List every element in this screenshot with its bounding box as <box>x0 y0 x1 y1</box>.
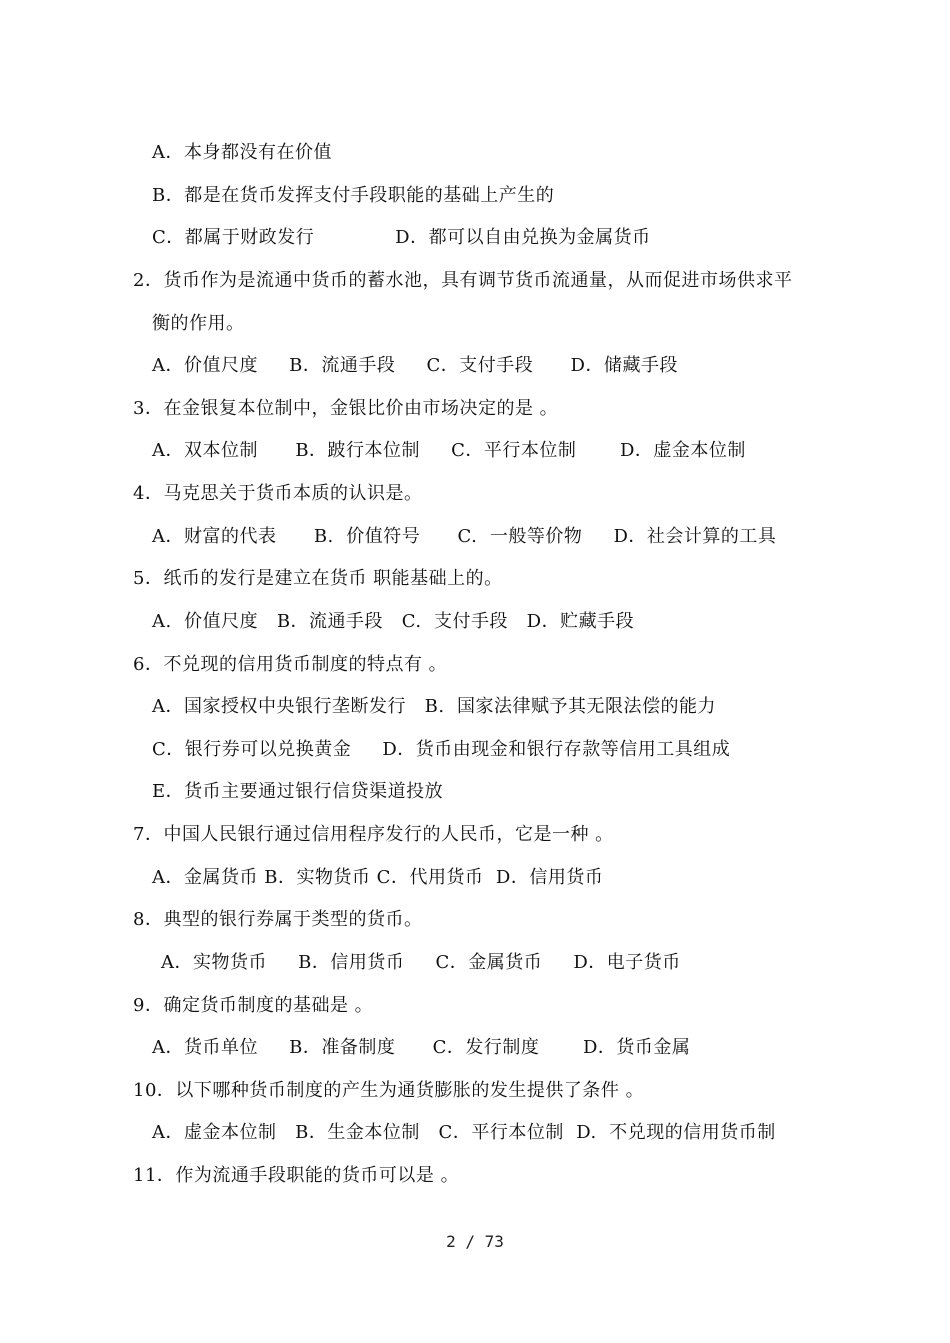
page-number: 2 / 73 <box>446 1232 504 1251</box>
option-line: A．货币单位 B．准备制度 C．发行制度 D．货币金属 <box>152 1037 691 1058</box>
option-line: A．财富的代表 B. 价值符号 C. 一般等价物 D．社会计算的工具 <box>152 526 777 547</box>
option-line: A．虚金本位制 B．生金本位制 C．平行本位制 D. 不兑现的信用货币制 <box>152 1122 776 1143</box>
question-line: 9．确定货币制度的基础是 。 <box>133 995 374 1016</box>
question-line: 8．典型的银行券属于类型的货币。 <box>133 909 423 930</box>
question-line: 7．中国人民银行通过信用程序发行的人民币，它是一种 。 <box>133 824 614 845</box>
question-line: 11．作为流通手段职能的货币可以是 。 <box>133 1165 460 1186</box>
option-line: C．都属于财政发行 D．都可以自由兑换为金属货币 <box>152 227 651 248</box>
question-continuation: 衡的作用。 <box>152 313 245 334</box>
question-line: 5．纸币的发行是建立在货币 职能基础上的。 <box>133 568 503 589</box>
question-line: 3．在金银复本位制中，金银比价由市场决定的是 。 <box>133 398 559 419</box>
option-line: A．实物货币 B．信用货币 C．金属货币 D．电子货币 <box>161 952 681 973</box>
option-line: A．价值尺度 B．流通手段 C．支付手段 D．储藏手段 <box>152 355 678 376</box>
question-line: 6．不兑现的信用货币制度的特点有 。 <box>133 654 448 675</box>
question-line: 10．以下哪种货币制度的产生为通货膨胀的发生提供了条件 。 <box>133 1080 645 1101</box>
option-line: A．国家授权中央银行垄断发行 B. 国家法律赋予其无限法偿的能力 <box>152 696 717 717</box>
option-line: B．都是在货币发挥支付手段职能的基础上产生的 <box>152 185 555 206</box>
option-line: A．本身都没有在价值 <box>152 142 332 163</box>
option-line: A．双本位制 B．跛行本位制 C．平行本位制 D．虚金本位制 <box>152 440 746 461</box>
option-line: E．货币主要通过银行信贷渠道投放 <box>152 781 444 802</box>
question-line: 2．货币作为是流通中货币的蓄水池，具有调节货币流通量，从而促进市场供求平 <box>133 270 793 291</box>
option-line: A. 价值尺度 B．流通手段 C. 支付手段 D．贮藏手段 <box>152 611 635 632</box>
option-line: A．金属货币 B．实物货币 C．代用货币 D．信用货币 <box>152 867 604 888</box>
question-line: 4．马克思关于货币本质的认识是。 <box>133 483 423 504</box>
option-line: C．银行券可以兑换黄金 D．货币由现金和银行存款等信用工具组成 <box>152 739 731 760</box>
